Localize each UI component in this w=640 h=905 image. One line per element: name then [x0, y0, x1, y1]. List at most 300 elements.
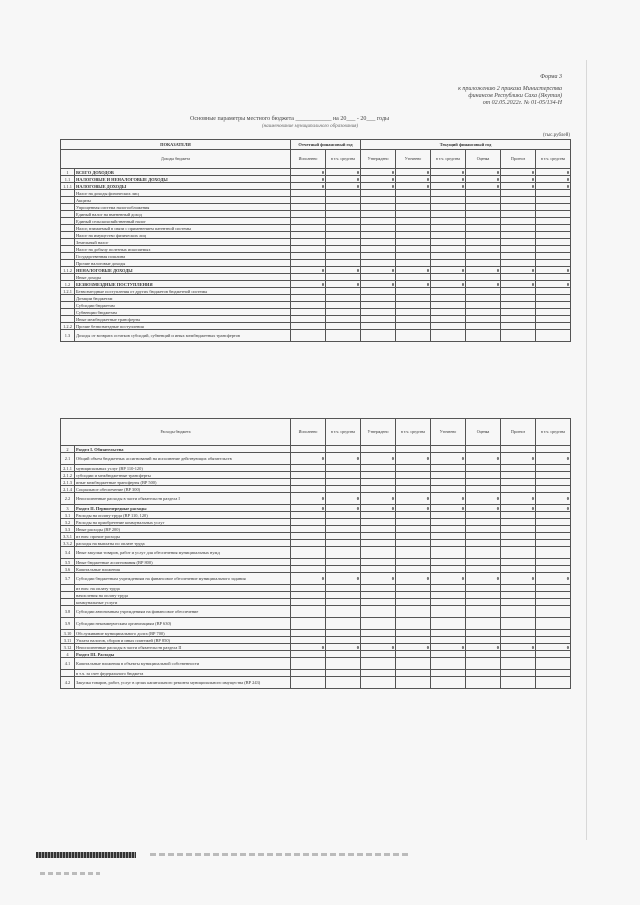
value-cell [536, 246, 571, 253]
value-cell [396, 585, 431, 592]
value-cell [431, 512, 466, 519]
value-cell [326, 218, 361, 225]
table-row [61, 599, 571, 606]
row-number: 1.1.1 [61, 183, 75, 190]
table-row [61, 677, 571, 689]
value-cell [396, 190, 431, 197]
table-row [61, 670, 571, 677]
row-number [61, 246, 75, 253]
value-cell [536, 253, 571, 260]
value-cell [361, 295, 396, 302]
value-cell: 0 [536, 493, 571, 505]
value-cell [361, 512, 396, 519]
document-subtitle: (наименование муниципального образования) [262, 124, 359, 129]
value-cell [361, 651, 396, 658]
value-cell [431, 239, 466, 246]
value-cell [291, 677, 326, 689]
value-cell [431, 323, 466, 330]
table-row [61, 246, 571, 253]
value-cell: 0 [291, 573, 326, 585]
row-label: Раздел III. Расходы [75, 651, 291, 658]
value-cell: 0 [501, 573, 536, 585]
value-cell [396, 316, 431, 323]
value-cell [396, 526, 431, 533]
value-cell [431, 606, 466, 618]
value-cell [466, 302, 501, 309]
value-cell [396, 197, 431, 204]
units-label: (тыс.рублей) [542, 133, 570, 138]
value-cell [396, 204, 431, 211]
value-cell [326, 260, 361, 267]
row-number: 1.2 [61, 281, 75, 288]
value-cell [361, 533, 396, 540]
table-row [61, 479, 571, 486]
value-cell [361, 197, 396, 204]
value-cell [326, 651, 361, 658]
value-cell [326, 599, 361, 606]
value-cell [466, 566, 501, 573]
value-cell: 0 [396, 453, 431, 465]
table-row [61, 637, 571, 644]
value-cell [396, 472, 431, 479]
value-cell [396, 670, 431, 677]
value-cell: 0 [431, 573, 466, 585]
value-cell: 0 [501, 169, 536, 176]
value-cell [536, 512, 571, 519]
value-cell [361, 592, 396, 599]
value-cell [326, 585, 361, 592]
value-cell [291, 512, 326, 519]
value-cell [396, 246, 431, 253]
value-cell [396, 446, 431, 453]
value-cell: 0 [466, 267, 501, 274]
value-cell: 0 [326, 176, 361, 183]
value-cell: 0 [466, 573, 501, 585]
value-cell [501, 658, 536, 670]
value-cell [326, 533, 361, 540]
value-cell [291, 637, 326, 644]
table-row [61, 309, 571, 316]
value-cell [396, 274, 431, 281]
value-cell: 0 [431, 453, 466, 465]
value-cell: 0 [361, 453, 396, 465]
row-label: из них: прочие расходы [75, 533, 291, 540]
value-cell [396, 599, 431, 606]
value-cell [326, 239, 361, 246]
table-row [61, 533, 571, 540]
value-cell [431, 309, 466, 316]
value-cell [396, 533, 431, 540]
value-cell [291, 218, 326, 225]
value-cell [501, 592, 536, 599]
value-cell [431, 211, 466, 218]
value-cell [361, 599, 396, 606]
value-cell [361, 547, 396, 559]
appendix-line-2: финансов Республики Саха (Якутия) [468, 93, 562, 99]
row-label: Субсидии бюджетным учреждениям на финансовое обеспечение муниципального задания [75, 573, 291, 585]
value-cell [291, 330, 326, 342]
value-cell [431, 540, 466, 547]
table-row [61, 211, 571, 218]
value-cell [536, 302, 571, 309]
value-cell: 0 [396, 176, 431, 183]
table-row [61, 540, 571, 547]
value-cell [431, 547, 466, 559]
value-cell [396, 637, 431, 644]
value-cell [291, 566, 326, 573]
value-cell [536, 526, 571, 533]
value-cell [291, 260, 326, 267]
value-cell [536, 225, 571, 232]
value-cell [501, 677, 536, 689]
row-label: Неисполненные расходы в части обязательств раздела II [75, 644, 291, 651]
value-cell: 0 [466, 644, 501, 651]
value-cell [361, 606, 396, 618]
value-cell [536, 309, 571, 316]
value-cell [326, 246, 361, 253]
row-label: Расходы на оплату труда (ВР 110, 120) [75, 512, 291, 519]
value-cell [291, 540, 326, 547]
value-cell [361, 260, 396, 267]
value-cell [466, 599, 501, 606]
table-row [61, 267, 571, 274]
value-cell [326, 479, 361, 486]
value-cell [536, 323, 571, 330]
value-cell [536, 288, 571, 295]
value-cell [431, 446, 466, 453]
value-cell: 0 [466, 183, 501, 190]
value-cell [361, 288, 396, 295]
table-row [61, 630, 571, 637]
value-cell [431, 486, 466, 493]
value-cell [396, 330, 431, 342]
row-label: Единый налог на вмененный доход [75, 211, 291, 218]
value-cell [396, 618, 431, 630]
value-cell [466, 288, 501, 295]
value-cell [396, 288, 431, 295]
value-cell [396, 465, 431, 472]
row-label: расходы на выплаты по оплате труда [75, 540, 291, 547]
row-number: 1.2.1 [61, 288, 75, 295]
row-number [61, 204, 75, 211]
income-table [60, 139, 571, 342]
value-cell [501, 599, 536, 606]
row-label: Субсидии бюджетам [75, 302, 291, 309]
value-cell [291, 274, 326, 281]
row-number: 3.2 [61, 519, 75, 526]
value-cell [536, 540, 571, 547]
value-cell [361, 540, 396, 547]
value-cell [501, 330, 536, 342]
value-cell [501, 651, 536, 658]
value-cell [326, 526, 361, 533]
column-header: Уточнено [431, 419, 466, 446]
value-cell [466, 472, 501, 479]
row-number: 1.1.2 [61, 267, 75, 274]
value-cell [326, 540, 361, 547]
row-number: 3.3 [61, 526, 75, 533]
value-cell [291, 288, 326, 295]
value-cell [361, 211, 396, 218]
table-row [61, 512, 571, 519]
value-cell [326, 486, 361, 493]
column-header: Оценка [466, 150, 501, 169]
value-cell [326, 330, 361, 342]
value-cell [431, 651, 466, 658]
value-cell [361, 465, 396, 472]
value-cell [431, 330, 466, 342]
table-row [61, 465, 571, 472]
row-label: Доходы от возврата остатков субсидий, субвенций и иных межбюджетных трансфертов [75, 330, 291, 342]
document-title: Основные параметры местного бюджета ____________ на 20___ - 20___ годы [190, 116, 390, 122]
value-cell [291, 323, 326, 330]
value-cell [466, 618, 501, 630]
value-cell [361, 486, 396, 493]
value-cell [291, 486, 326, 493]
table-row [61, 453, 571, 465]
value-cell [466, 526, 501, 533]
value-cell [361, 253, 396, 260]
value-cell [326, 323, 361, 330]
value-cell [501, 316, 536, 323]
value-cell [466, 540, 501, 547]
value-cell [396, 218, 431, 225]
row-number: 3.8 [61, 606, 75, 618]
value-cell [466, 218, 501, 225]
value-cell [291, 204, 326, 211]
value-cell [536, 479, 571, 486]
value-cell: 0 [536, 183, 571, 190]
row-label: Раздел I. Обязательства [75, 446, 291, 453]
value-cell [396, 253, 431, 260]
value-cell [361, 618, 396, 630]
value-cell [466, 637, 501, 644]
column-header: в т.ч. средства [431, 150, 466, 169]
table-row [61, 239, 571, 246]
table-row [61, 651, 571, 658]
row-number: 1 [61, 169, 75, 176]
value-cell [396, 239, 431, 246]
value-cell [466, 197, 501, 204]
value-cell: 0 [291, 505, 326, 512]
value-cell [396, 211, 431, 218]
row-number: 4 [61, 651, 75, 658]
value-cell [466, 204, 501, 211]
value-cell [326, 465, 361, 472]
value-cell [431, 274, 466, 281]
value-cell: 0 [501, 505, 536, 512]
value-cell [501, 309, 536, 316]
column-header: Утверждено [361, 419, 396, 446]
row-number [61, 253, 75, 260]
value-cell [361, 630, 396, 637]
row-label: Акцизы [75, 197, 291, 204]
value-cell [431, 479, 466, 486]
value-cell [536, 330, 571, 342]
value-cell [396, 309, 431, 316]
table-row [61, 519, 571, 526]
value-cell: 0 [501, 281, 536, 288]
value-cell [501, 486, 536, 493]
value-cell [431, 232, 466, 239]
row-label: Иные закупки товаров, работ и услуг для обеспечения муниципальных нужд [75, 547, 291, 559]
value-cell [466, 274, 501, 281]
value-cell [501, 295, 536, 302]
value-cell [501, 533, 536, 540]
value-cell [361, 330, 396, 342]
value-cell [396, 302, 431, 309]
value-cell: 0 [501, 176, 536, 183]
value-cell [501, 566, 536, 573]
value-cell: 0 [291, 183, 326, 190]
value-cell [361, 309, 396, 316]
value-cell [326, 232, 361, 239]
row-label: Иные бюджетные ассигнования (ВР 800) [75, 559, 291, 566]
value-cell [431, 526, 466, 533]
value-cell [326, 302, 361, 309]
row-number: 3.11 [61, 637, 75, 644]
value-cell [291, 190, 326, 197]
table-row [61, 505, 571, 512]
value-cell [501, 670, 536, 677]
value-cell [466, 479, 501, 486]
table-row [61, 618, 571, 630]
row-label: Единый сельскохозяйственный налог [75, 218, 291, 225]
table-row [61, 288, 571, 295]
value-cell [361, 274, 396, 281]
column-header: в т.ч. средства [536, 150, 571, 169]
value-cell [291, 253, 326, 260]
value-cell [501, 446, 536, 453]
value-cell [326, 618, 361, 630]
value-cell: 0 [326, 281, 361, 288]
row-label: Иные расходы (ВР 200) [75, 526, 291, 533]
value-cell: 0 [361, 267, 396, 274]
value-cell: 0 [361, 505, 396, 512]
value-cell: 0 [291, 644, 326, 651]
value-cell [466, 295, 501, 302]
row-label: муниципальных услуг (ВР 110-120) [75, 465, 291, 472]
table-row [61, 176, 571, 183]
value-cell [536, 316, 571, 323]
value-cell: 0 [536, 505, 571, 512]
value-cell [361, 190, 396, 197]
value-cell [361, 204, 396, 211]
row-label: ВСЕГО ДОХОДОВ [75, 169, 291, 176]
value-cell [501, 253, 536, 260]
value-cell [536, 260, 571, 267]
row-number: 1.2.2 [61, 323, 75, 330]
value-cell: 0 [361, 493, 396, 505]
header-row [61, 419, 571, 446]
value-cell [291, 547, 326, 559]
table-row [61, 566, 571, 573]
value-cell: 0 [326, 493, 361, 505]
value-cell [291, 239, 326, 246]
value-cell [431, 246, 466, 253]
row-number: 2.1 [61, 453, 75, 465]
value-cell [466, 316, 501, 323]
value-cell: 0 [396, 573, 431, 585]
value-cell [536, 274, 571, 281]
value-cell: 0 [536, 644, 571, 651]
value-cell [501, 540, 536, 547]
row-label: Упрощенная система налогообложения [75, 204, 291, 211]
value-cell [326, 295, 361, 302]
value-cell [536, 547, 571, 559]
value-cell [431, 204, 466, 211]
value-cell [291, 559, 326, 566]
table-row [61, 585, 571, 592]
value-cell [501, 606, 536, 618]
scan-edge-line [586, 60, 587, 840]
value-cell [326, 309, 361, 316]
value-cell: 0 [536, 453, 571, 465]
row-number [61, 295, 75, 302]
value-cell: 0 [396, 169, 431, 176]
value-cell [466, 253, 501, 260]
value-cell [501, 472, 536, 479]
value-cell [501, 197, 536, 204]
value-cell [501, 479, 536, 486]
column-header: Исполнено [291, 419, 326, 446]
value-cell [536, 211, 571, 218]
header-row [61, 150, 571, 169]
value-cell [396, 486, 431, 493]
row-number: 2.2 [61, 493, 75, 505]
value-cell [326, 190, 361, 197]
row-label: Земельный налог [75, 239, 291, 246]
value-cell [466, 559, 501, 566]
value-cell [466, 232, 501, 239]
value-cell [326, 446, 361, 453]
value-cell [431, 288, 466, 295]
row-number: 3.5 [61, 559, 75, 566]
value-cell [466, 658, 501, 670]
scan-footer-mark [36, 852, 136, 858]
value-cell [501, 218, 536, 225]
value-cell [431, 465, 466, 472]
row-number [61, 190, 75, 197]
value-cell: 0 [431, 281, 466, 288]
row-number [61, 232, 75, 239]
value-cell [536, 559, 571, 566]
value-cell: 0 [291, 169, 326, 176]
row-number [61, 592, 75, 599]
value-cell [536, 677, 571, 689]
value-cell [396, 630, 431, 637]
value-cell [326, 204, 361, 211]
value-cell [361, 658, 396, 670]
value-cell [536, 197, 571, 204]
value-cell: 0 [536, 267, 571, 274]
row-number: 2 [61, 446, 75, 453]
value-cell [396, 606, 431, 618]
value-cell [501, 302, 536, 309]
value-cell [536, 651, 571, 658]
value-cell [501, 465, 536, 472]
value-cell [466, 323, 501, 330]
value-cell [291, 232, 326, 239]
row-label: Уплата налогов, сборов и иных платежей (ВР 850) [75, 637, 291, 644]
value-cell [466, 330, 501, 342]
value-cell [326, 606, 361, 618]
row-number: 1.1 [61, 176, 75, 183]
value-cell [361, 246, 396, 253]
row-number [61, 274, 75, 281]
value-cell: 0 [536, 169, 571, 176]
value-cell [431, 599, 466, 606]
